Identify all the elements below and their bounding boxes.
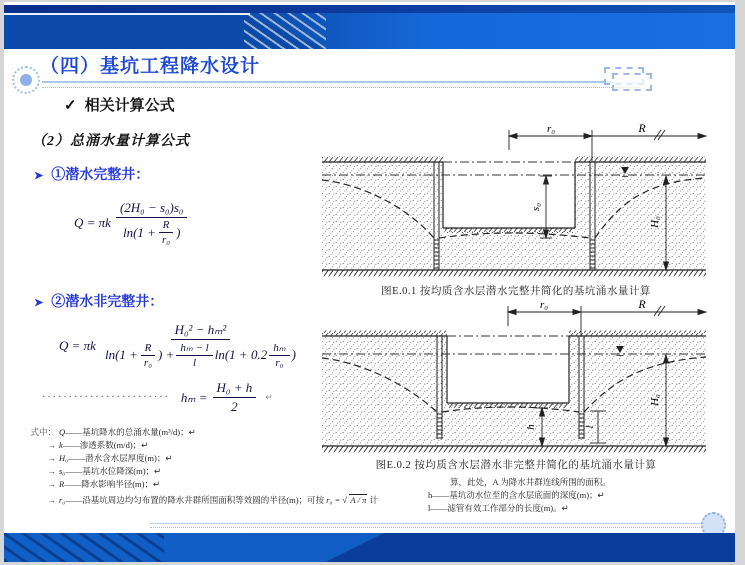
section-title: 相关计算公式 bbox=[84, 97, 175, 114]
den-text: ln(1 + bbox=[104, 347, 138, 362]
fraction bbox=[101, 322, 300, 369]
nested-fraction bbox=[269, 341, 289, 369]
def-text: ——降水影响半径(m)；↵ bbox=[64, 479, 161, 489]
bullet-label: ②潜水非完整井： bbox=[51, 293, 164, 309]
return-mark: ↵ bbox=[265, 392, 273, 402]
formula-lhs: hₘ = bbox=[180, 389, 208, 405]
decor-rectangle-icon bbox=[612, 73, 652, 91]
aquitard-hatch bbox=[322, 447, 706, 453]
label-R: R bbox=[638, 122, 646, 135]
nested-fraction bbox=[176, 341, 212, 369]
fraction bbox=[116, 200, 188, 246]
header-accent-line bbox=[4, 13, 250, 15]
formula-incomplete-well bbox=[59, 322, 300, 369]
formula-hm bbox=[42, 380, 273, 415]
def-symbol: s₀ bbox=[59, 466, 66, 476]
fraction-denominator: 2 bbox=[231, 399, 238, 414]
figure-incomplete-well bbox=[314, 298, 718, 472]
fraction-numerator: H₀ + h bbox=[213, 380, 257, 398]
def-symbol: r₀ bbox=[59, 495, 66, 505]
nested-den: r₀ bbox=[143, 356, 153, 369]
footer-band-stripes bbox=[4, 533, 164, 562]
def-text: ——基坑水位降深(m)；↵ bbox=[65, 466, 162, 476]
bullet-label: ①潜水完整井： bbox=[51, 166, 150, 182]
def-symbol: k bbox=[59, 440, 63, 450]
nested-den: l bbox=[193, 357, 197, 369]
fraction bbox=[213, 380, 257, 415]
nested-num: R bbox=[159, 219, 174, 233]
label-r0: r₀ bbox=[539, 299, 549, 311]
def-text: 计 bbox=[369, 495, 378, 505]
definition-row bbox=[30, 494, 378, 507]
definition-row bbox=[30, 478, 378, 491]
ground-hatch-right bbox=[569, 331, 706, 336]
check-icon: ✓ bbox=[64, 97, 77, 114]
sqrt-arg: A / π bbox=[350, 495, 367, 505]
pit-bottom-hatch bbox=[445, 229, 573, 234]
label-H0: H₀ bbox=[649, 394, 661, 406]
label-h: h bbox=[525, 424, 537, 430]
title-circle-icon bbox=[12, 66, 40, 94]
pit-excavation bbox=[443, 162, 575, 228]
def-text: ——渗透系数(m/d)；↵ bbox=[62, 440, 149, 450]
fraction-denominator bbox=[101, 340, 300, 369]
def-text: ——潜水含水层厚度(m)；↵ bbox=[68, 453, 173, 463]
def-symbol: Q bbox=[59, 427, 66, 437]
label-r0: r₀ bbox=[546, 123, 556, 135]
formula-lhs: Q = πk bbox=[74, 215, 111, 230]
pit-excavation bbox=[447, 336, 569, 403]
bullet-incomplete-well bbox=[34, 291, 163, 311]
figure-incomplete-well-drawing bbox=[314, 298, 718, 456]
note-line: h——基坑动水位至的含水层底面的深度(m)；↵ bbox=[428, 490, 605, 500]
nested-num: hₘ − l bbox=[176, 341, 212, 356]
ground-hatch-left bbox=[322, 157, 443, 162]
def-prefix: → bbox=[47, 440, 56, 450]
figure-complete-well-drawing bbox=[314, 122, 718, 282]
label-s0: s₀ bbox=[530, 202, 542, 212]
leader-dots: ························ bbox=[42, 392, 170, 403]
bullet-complete-well bbox=[34, 164, 149, 184]
label-R: R bbox=[638, 298, 646, 311]
def-formula-lhs: r₀ = bbox=[326, 495, 341, 505]
note-line: 算，此处，A 为降水井群连线所围的面积。 bbox=[450, 477, 611, 487]
header-navy-strip bbox=[4, 5, 735, 13]
arrow-bullet-icon: ➤ bbox=[34, 297, 44, 309]
title-circle-inner bbox=[20, 74, 32, 86]
nested-fraction bbox=[140, 342, 156, 369]
header-band bbox=[4, 5, 735, 49]
def-prefix: → bbox=[47, 466, 56, 476]
figure2-caption: 图E.0.2 按均质含水层潜水非完整井简化的基坑涌水量计算 bbox=[375, 460, 657, 471]
notes-right bbox=[428, 476, 611, 515]
arrow-bullet-icon: ➤ bbox=[34, 170, 44, 182]
ground-hatch-right bbox=[575, 157, 706, 162]
den-text: ) bbox=[291, 347, 296, 362]
def-prefix: 式中： bbox=[30, 427, 56, 437]
formula-lhs: Q = πk bbox=[59, 337, 96, 353]
def-text: ——沿基坑周边均匀布置的降水井群所围面积等效圆的半径(m)；可按 bbox=[65, 495, 325, 505]
section-heading bbox=[64, 94, 175, 115]
def-prefix: → bbox=[47, 479, 56, 489]
header-diagonal-stripes bbox=[244, 13, 326, 49]
den-text: ) + bbox=[158, 347, 175, 362]
def-text: ——基坑降水的总涌水量(m³/d)；↵ bbox=[65, 427, 196, 437]
title-underline bbox=[42, 81, 640, 88]
fraction-denominator bbox=[119, 218, 184, 246]
def-symbol: H₀ bbox=[59, 453, 69, 463]
figure1-caption: 图E.0.1 按均质含水层潜水完整井简化的基坑涌水量计算 bbox=[381, 286, 651, 297]
sqrt-expression bbox=[342, 494, 367, 507]
label-H0: H₀ bbox=[649, 216, 661, 228]
footer-line bbox=[150, 523, 716, 528]
def-prefix: → bbox=[47, 453, 56, 463]
def-prefix: → bbox=[47, 495, 56, 505]
aquitard-hatch bbox=[322, 271, 706, 277]
den-text: ) bbox=[176, 224, 181, 240]
nested-fraction bbox=[158, 219, 174, 246]
ground-hatch-left bbox=[322, 331, 447, 336]
fraction-numerator: H₀² − hₘ² bbox=[171, 322, 231, 340]
den-text: ln(1 + bbox=[122, 224, 156, 240]
nested-num: R bbox=[141, 342, 156, 356]
label-l: l bbox=[584, 425, 596, 429]
page-title: （四）基坑工程降水设计 bbox=[40, 56, 261, 77]
formula-complete-well bbox=[74, 200, 187, 246]
footer-band bbox=[4, 533, 735, 562]
def-symbol: R bbox=[59, 479, 65, 489]
nested-den: r₀ bbox=[275, 357, 284, 369]
slide bbox=[4, 2, 735, 562]
nested-den: r₀ bbox=[161, 234, 171, 246]
figure-complete-well bbox=[314, 122, 718, 298]
fraction-numerator: (2H₀ − s₀)s₀ bbox=[116, 200, 188, 218]
den-text: ln(1 + 0.2 bbox=[214, 347, 268, 362]
note-line: l——滤管有效工作部分的长度(m)。↵ bbox=[428, 503, 569, 513]
nested-num: hₘ bbox=[269, 341, 289, 356]
subsection-heading: （2）总涌水量计算公式 bbox=[32, 134, 190, 149]
